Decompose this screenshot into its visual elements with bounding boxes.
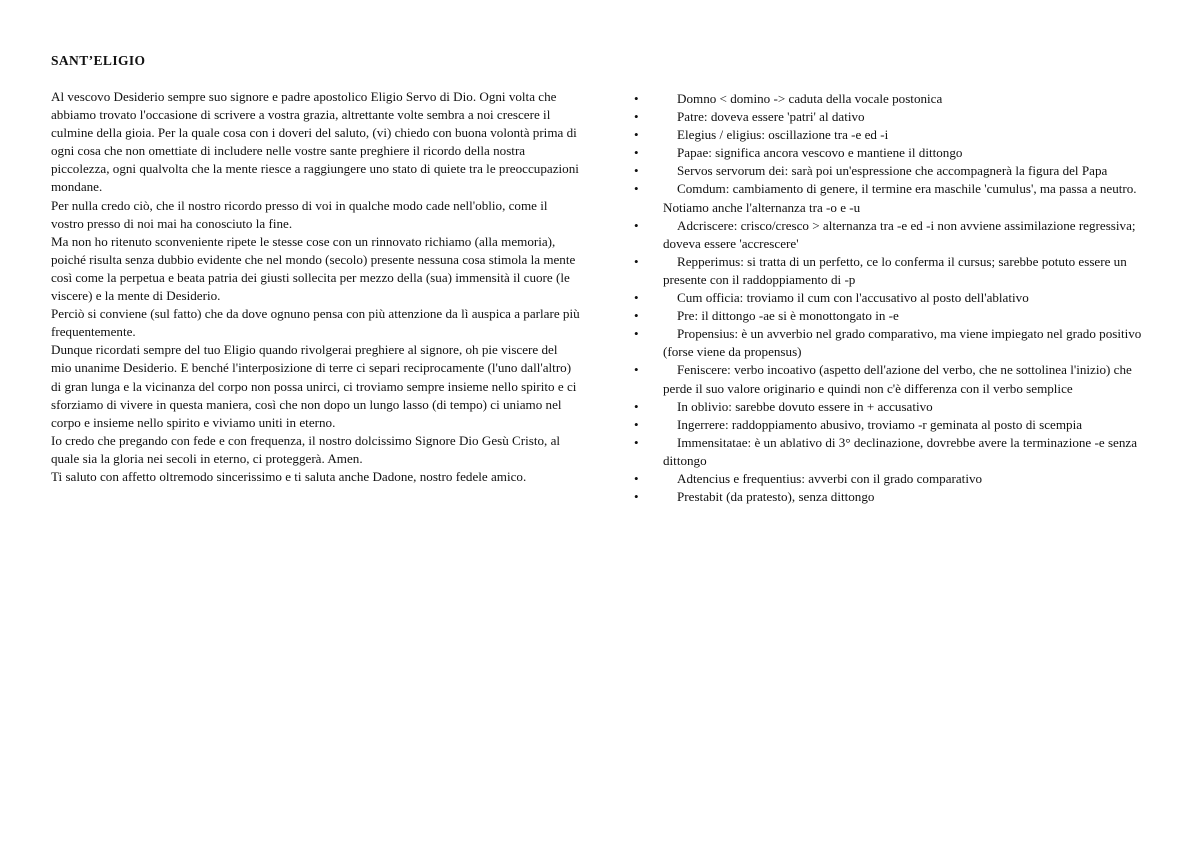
- note-text: In oblivio: sarebbe dovuto essere in + accusativo: [677, 398, 933, 414]
- list-item: [634, 253, 1154, 289]
- note-text: Pre: il dittongo -ae si è monottongato in -e: [677, 308, 899, 324]
- list-item: [634, 398, 1154, 416]
- bullet-icon: •: [634, 470, 639, 486]
- bullet-icon: •: [634, 434, 639, 450]
- letter-paragraph: Ma non ho ritenuto sconveniente ripete le stesse cose con un rinnovato richiamo (alla memoria), poiché risulta senza dubbio evidente che nel mondo (secolo) presente nessuna cosa stimola la mente così come la perpetua e beata patria dei giusti sollecita per mezzo della (sua) immensità il cuore (le viscere) e la mente di Desiderio.: [51, 233, 576, 304]
- note-text: Adcriscere: crisco/cresco > alternanza tra -e ed -i non avviene assimilazione regressiva; doveva essere 'accrescere': [663, 217, 1136, 251]
- bullet-icon: •: [634, 91, 639, 106]
- note-text: Elegius / eligius: oscillazione tra -e ed -i: [677, 127, 889, 143]
- note-text: Cum officia: troviamo il cum con l'accusativo al posto dell'ablativo: [677, 290, 1029, 306]
- list-item: [634, 162, 1154, 180]
- list-item: [634, 108, 1154, 126]
- letter-paragraph: Perciò si conviene (sul fatto) che da dove ognuno pensa con più attenzione da lì auspica a parlare più frequentemente.: [51, 306, 580, 340]
- notes-column: [634, 90, 1154, 506]
- letter-column: [51, 52, 581, 486]
- notes-list: [634, 90, 1154, 506]
- note-text: Domno < domino -> caduta della vocale postonica: [677, 91, 943, 106]
- note-text: Repperimus: si tratta di un perfetto, ce lo conferma il cursus; sarebbe potuto essere un presente con il raddoppiamento di -p: [663, 253, 1127, 287]
- bullet-icon: •: [634, 181, 639, 197]
- letter-paragraph: Per nulla credo ciò, che il nostro ricordo presso di voi in qualche modo cade nell'oblio, come il vostro presso di noi mai ha conosciuto la fine.: [51, 197, 548, 231]
- list-item: [634, 325, 1154, 361]
- list-item: [634, 488, 1154, 506]
- note-text: Prestabit (da pratesto), senza dittongo: [677, 489, 875, 505]
- note-text: Comdum: cambiamento di genere, il termine era maschile 'cumulus', ma passa a neutro. Notiamo anche l'alternanza tra -o e -u: [663, 181, 1137, 215]
- bullet-icon: •: [634, 398, 639, 414]
- list-item: [634, 144, 1154, 162]
- bullet-icon: •: [634, 308, 639, 324]
- note-text: Servos servorum dei: sarà poi un'espressione che accompagnerà la figura del Papa: [677, 163, 1108, 179]
- bullet-icon: •: [634, 362, 639, 378]
- bullet-icon: •: [634, 489, 639, 505]
- list-item: [634, 434, 1154, 470]
- note-text: Adtencius e frequentius: avverbi con il grado comparativo: [677, 470, 983, 486]
- bullet-icon: •: [634, 217, 639, 233]
- note-text: Ingerrere: raddoppiamento abusivo, troviamo -r geminata al posto di scempia: [677, 416, 1083, 432]
- list-item: [634, 180, 1154, 216]
- bullet-icon: •: [634, 109, 639, 125]
- letter-paragraph: Al vescovo Desiderio sempre suo signore e padre apostolico Eligio Servo di Dio. Ogni volta che abbiamo trovato l'occasione di scrivere a vostra grazia, altrettante volte sembra a noi crescere il culmine della gioia. Per la quale cosa con i doveri del saluto, (vi) chiedo con buona volontà prima di ogni cosa che non omettiate di includere nelle vostre sante preghiere il ricordo della nostra piccolezza, ogni qualvolta che la mente riesce a raggiungere uno stato di quiete tra le preoccupazioni mondane.: [51, 89, 579, 195]
- list-item: [634, 217, 1154, 253]
- list-item: [634, 361, 1154, 397]
- bullet-icon: •: [634, 253, 639, 269]
- list-item: [634, 90, 1154, 108]
- note-text: Propensius: è un avverbio nel grado comparativo, ma viene impiegato nel grado positivo (forse viene da propensus): [663, 326, 1142, 360]
- bullet-icon: •: [634, 416, 639, 432]
- letter-paragraph: Dunque ricordati sempre del tuo Eligio quando rivolgerai preghiere al signore, oh pie viscere del mio unanime Desiderio. E benché l'interposizione di terre ci separi reciprocamente (l'uno dall'altro) di gran lunga e la vicinanza del corpo non possa unirci, ci troviamo sempre insieme nello spirito e ci sforziamo di vivere in questa maniera, così che non dopo un lungo lasso (di tempo) ci uniamo nel corpo e insieme nello spirito e viviamo uniti in eterno.: [51, 342, 577, 430]
- list-item: [634, 416, 1154, 434]
- bullet-icon: •: [634, 145, 639, 161]
- bullet-icon: •: [634, 163, 639, 179]
- list-item: [634, 307, 1154, 325]
- note-text: Feniscere: verbo incoativo (aspetto dell'azione del verbo, che ne sottolinea l'inizio) che perde il suo valore originario e quindi non c'è differenza con il verbo semplice: [663, 362, 1132, 396]
- bullet-icon: •: [634, 290, 639, 306]
- list-item: [634, 289, 1154, 307]
- note-text: Patre: doveva essere 'patri' al dativo: [677, 109, 865, 125]
- bullet-icon: •: [634, 127, 639, 143]
- list-item: [634, 470, 1154, 488]
- letter-paragraph: Ti saluto con affetto oltremodo sincerissimo e ti saluta anche Dadone, nostro fedele amico.: [51, 468, 527, 484]
- document-title: SANT’ELIGIO: [51, 53, 146, 68]
- letter-paragraph: Io credo che pregando con fede e con frequenza, il nostro dolcissimo Signore Dio Gesù Cristo, al quale sia la gloria nei secoli in eterno, ci proteggerà. Amen.: [51, 432, 561, 466]
- note-text: Immensitatae: è un ablativo di 3° declinazione, dovrebbe avere la terminazione -e senza dittongo: [663, 434, 1138, 468]
- list-item: [634, 126, 1154, 144]
- note-text: Papae: significa ancora vescovo e mantiene il dittongo: [677, 145, 963, 161]
- bullet-icon: •: [634, 326, 639, 342]
